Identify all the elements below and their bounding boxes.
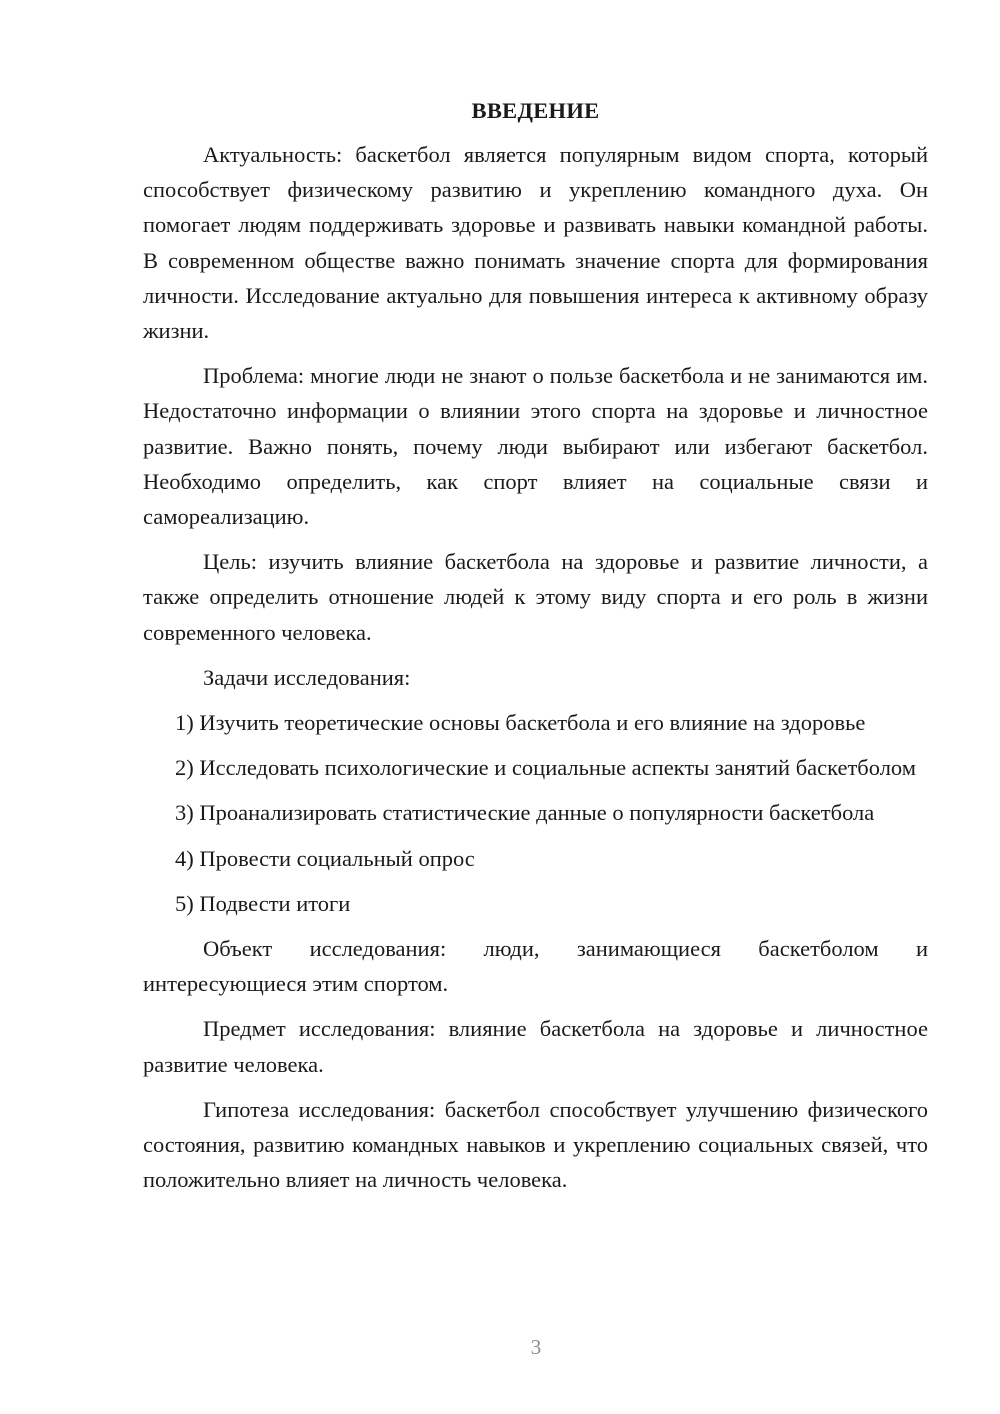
page-number: 3 — [530, 1335, 542, 1359]
task-item-5: 5) Подвести итоги — [175, 890, 351, 916]
task-item-3: 3) Проанализировать статистические данные о популярности баскетбола — [175, 800, 875, 826]
task-item-2: 2) Исследовать психологические и социальные аспекты занятий баскетболом — [175, 755, 916, 781]
relevance-paragraph: Актуальность: баскетбол является популярным видом спорта, который способствует физическому развитию и укреплению командного духа. Он помогает людям поддерживать здоровье и развивать навыки командной работы. В современном обществе важно понимать значение спорта для формирования личности. Исследование актуально для повышения интереса к активному образу жизни. — [143, 142, 928, 344]
problem-paragraph: Проблема: многие люди не знают о пользе баскетбола и не занимаются им. Недостаточно информации о влиянии этого спорта на здоровье и личностное развитие. Важно понять, почему люди выбирают или избегают баскетбол. Необходимо определить, как спорт влияет на социальные связи и самореализацию. — [143, 363, 928, 530]
task-item-4: 4) Провести социальный опрос — [175, 845, 475, 871]
goal-paragraph: Цель: изучить влияние баскетбола на здоровье и развитие личности, а также определить отношение людей к этому виду спорта и его роль в жизни современного человека. — [143, 549, 928, 645]
task-item-1: 1) Изучить теоретические основы баскетбола и его влияние на здоровье — [175, 710, 866, 736]
page-title: ВВЕДЕНИЕ — [471, 98, 600, 123]
hypothesis-paragraph: Гипотеза исследования: баскетбол способствует улучшению физического состояния, развитию командных навыков и укреплению социальных связей, что положительно влияет на личность человека. — [143, 1096, 928, 1193]
object-paragraph: Объект исследования: люди, занимающиеся баскетболом и интересующиеся этим спортом. — [143, 936, 928, 997]
tasks-title: Задачи исследования: — [203, 664, 411, 690]
subject-paragraph: Предмет исследования: влияние баскетбола на здоровье и личностное развитие человека. — [143, 1016, 928, 1077]
page-content — [143, 96, 928, 1207]
